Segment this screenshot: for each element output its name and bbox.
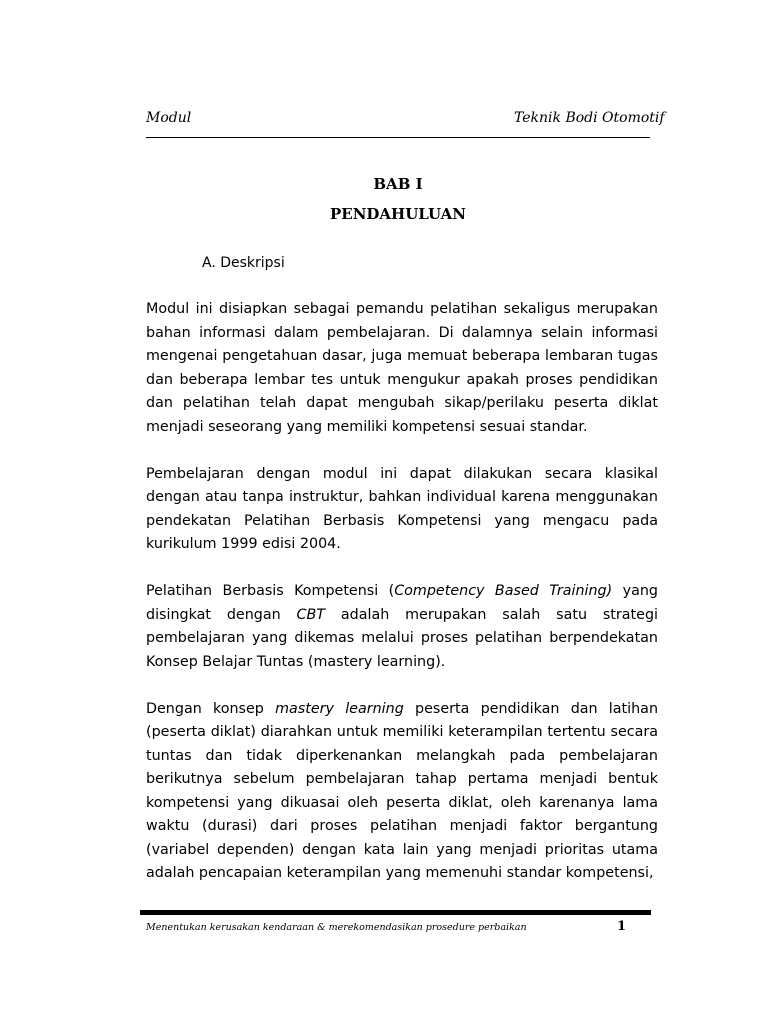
footer-module-description: Menentukan kerusakan kendaraan & merekomendasikan prosedure perbaikan [146, 922, 527, 933]
header-module-label: Modul [146, 110, 192, 126]
paragraph-3-text-c: yang disingkat dengan [146, 583, 658, 623]
paragraph-3-text-a: Pelatihan Berbasis Kompetensi ( [146, 583, 395, 599]
paragraph-4-italic-mastery: mastery learning [275, 700, 404, 717]
chapter-number: BAB I [373, 175, 423, 193]
header-divider [146, 137, 650, 138]
paragraph-2: Pembelajaran dengan modul ini dapat dilakukan secara klasikal dengan atau tanpa instruktur, bahkan individual karena menggunakan pendekatan Pelatihan Berbasis Kompetensi yang mengacu pada kurikulum 1999 edisi 2004. [146, 465, 658, 552]
paragraph-3-text-e: adalah merupakan salah satu strategi pembelajaran yang dikemas melalui proses pelatihan berpendekatan Konsep Belajar Tuntas (mastery learning). [146, 606, 658, 670]
chapter-title: PENDAHULUAN [329, 205, 467, 223]
paragraph-3 [146, 580, 658, 674]
body-text [146, 298, 658, 886]
footer-divider [140, 910, 651, 915]
paragraph-3-italic-cbt: CBT [296, 606, 326, 623]
paragraph-4-text-a: Dengan konsep [146, 700, 276, 717]
page-number: 1 [617, 919, 627, 934]
paragraph-1: Modul ini disiapkan sebagai pemandu pelatihan sekaligus merupakan bahan informasi dalam pembelajaran. Di dalamnya selain informasi mengenai pengetahuan dasar, juga memuat beberapa lembaran tugas dan beberapa lembar tes untuk mengukur apakah proses pendidikan dan pelatihan telah dapat mengubah sikap/perilaku peserta diklat menjadi seseorang yang memiliki kompetensi sesuai standar. [146, 301, 658, 435]
paragraph-4-text-c: peserta pendidikan dan latihan (peserta diklat) diarahkan untuk memiliki keterampilan tertentu secara tuntas dan tidak diperkenankan melangkah pada pembelajaran berikutnya sebelum pembelajaran tahap pertama menjadi bentuk kompetensi yang dikuasai oleh peserta diklat, oleh karenanya lama waktu (durasi) dari proses pelatihan menjadi faktor bergantung (variabel dependen) dengan kata lain yang menjadi prioritas utama adalah pencapaian keterampilan yang memenuhi standar kompetensi, [146, 700, 659, 881]
section-heading: A. Deskripsi [202, 255, 285, 271]
paragraph-4 [146, 698, 658, 886]
header-subject-title: Teknik Bodi Otomotif [514, 110, 665, 126]
paragraph-3-italic-cbt-term: Competency Based Training) [394, 583, 613, 599]
